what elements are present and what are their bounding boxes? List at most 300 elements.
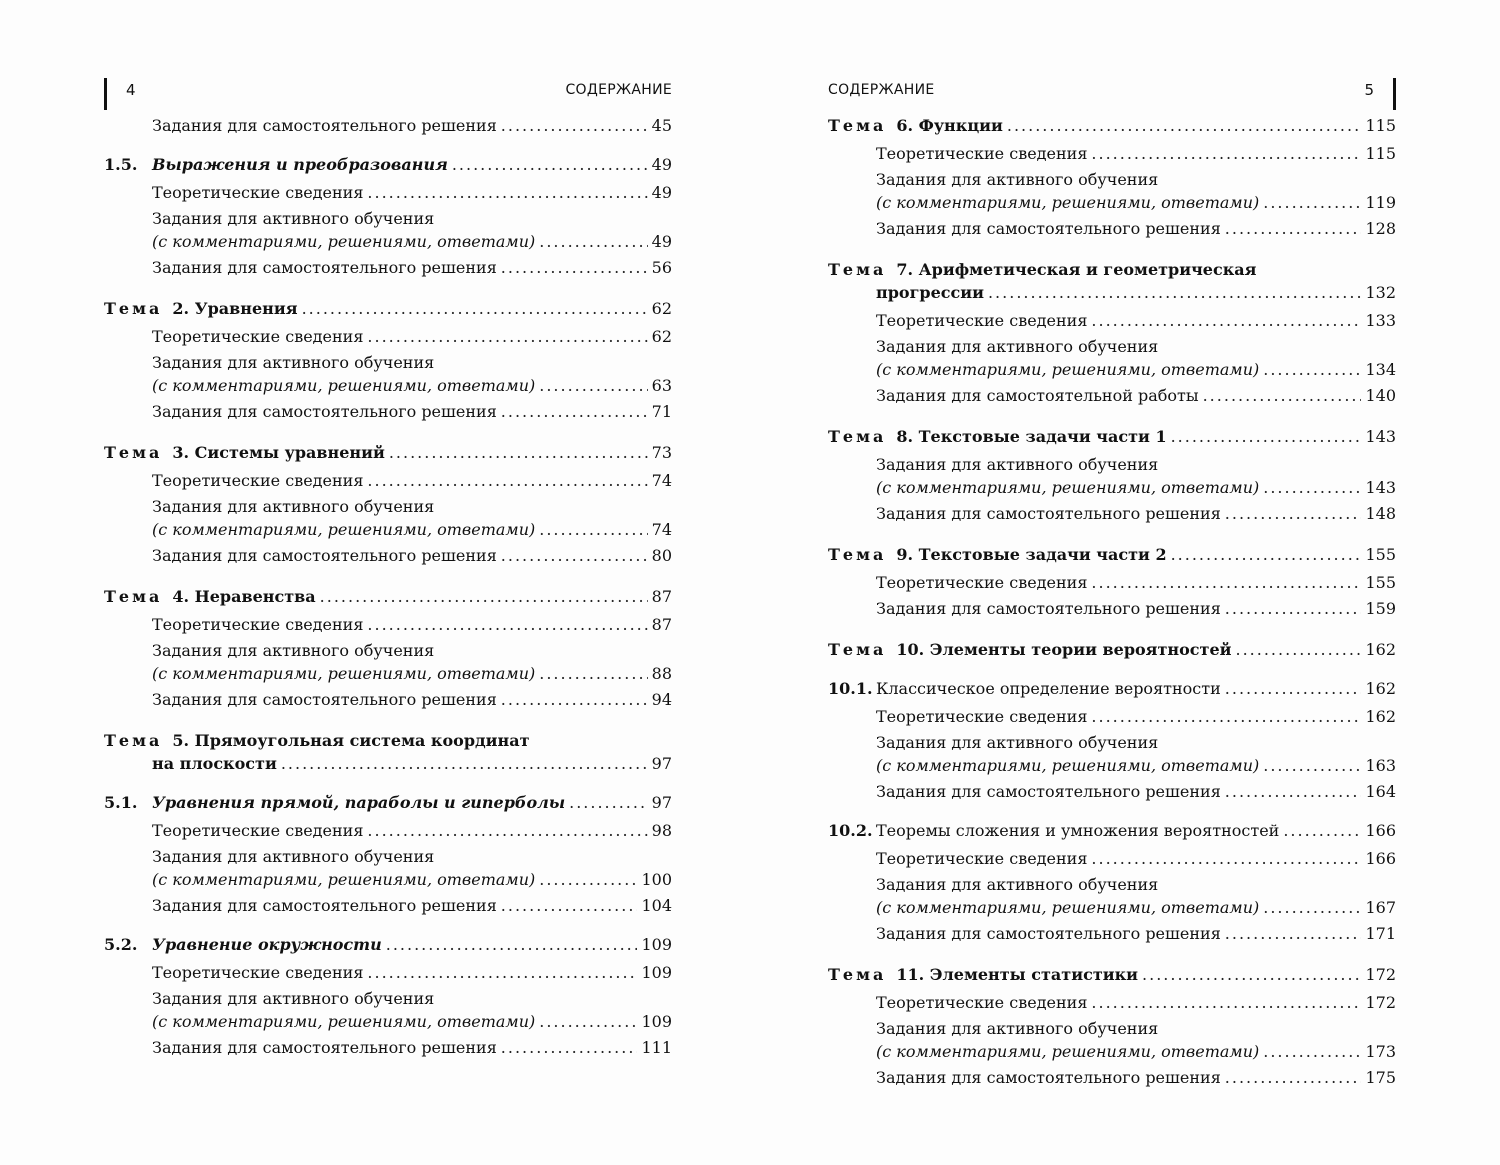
toc-topic xyxy=(828,638,1396,661)
topic-label: Тема xyxy=(104,587,163,606)
section-title: Выражения и преобразования xyxy=(152,155,448,174)
toc-topic-heading xyxy=(828,114,1003,137)
toc-entry-title: Теоретические сведения xyxy=(876,993,1088,1012)
toc-entry-line xyxy=(876,754,1396,777)
toc-page-number: 166 xyxy=(1365,821,1396,840)
toc-subentry xyxy=(104,400,672,423)
toc-entry-line xyxy=(152,469,672,492)
toc-entry-title-continued: (с комментариями, решениями, ответами) xyxy=(152,870,536,889)
toc-page-number: 119 xyxy=(1365,193,1396,212)
toc-topic xyxy=(828,425,1396,448)
toc-page-number: 164 xyxy=(1365,782,1396,801)
toc-entry-title: Теоретические сведения xyxy=(876,707,1088,726)
toc-entry-line xyxy=(828,638,1396,661)
dot-leader xyxy=(389,441,648,464)
toc-entry-title: Теоретические сведения xyxy=(152,327,364,346)
toc-entry-line xyxy=(828,963,1396,986)
toc-page-number: 63 xyxy=(651,376,672,395)
toc-subentry xyxy=(104,114,672,137)
dot-leader xyxy=(1236,638,1362,661)
dot-leader xyxy=(501,114,648,137)
toc-entry-line xyxy=(152,688,672,711)
toc-entry-line xyxy=(152,374,672,397)
topic-title: 2. Уравнения xyxy=(172,299,298,318)
toc-entry-line xyxy=(876,571,1396,594)
toc-page-number: 172 xyxy=(1365,965,1396,984)
toc-page-number: 162 xyxy=(1365,640,1396,659)
toc-page-number: 88 xyxy=(651,664,672,683)
toc-page-number: 98 xyxy=(651,821,672,840)
dot-leader xyxy=(501,1036,638,1059)
topic-title: 4. Неравенства xyxy=(172,587,316,606)
dot-leader xyxy=(367,181,647,204)
toc-entry-title: Задания для самостоятельного решения xyxy=(876,504,1221,523)
toc-entry-title-continued: (с комментариями, решениями, ответами) xyxy=(152,232,536,251)
toc-section-heading xyxy=(104,933,382,956)
toc-entry-title-continued: (с комментариями, решениями, ответами) xyxy=(152,520,536,539)
toc-page-number: 163 xyxy=(1365,756,1396,775)
running-head: СОДЕРЖАНИЕ xyxy=(828,82,935,98)
toc-entry-title: Задания для самостоятельного решения xyxy=(152,896,497,915)
dot-leader xyxy=(302,297,648,320)
toc-page-number: 133 xyxy=(1365,311,1396,330)
dot-leader xyxy=(539,1010,637,1033)
toc-entry-line xyxy=(876,476,1396,499)
toc-page-number: 49 xyxy=(651,232,672,251)
toc-page-number: 162 xyxy=(1365,707,1396,726)
dot-leader xyxy=(367,961,637,984)
toc-entry-title: Задания для самостоятельной работы xyxy=(876,386,1199,405)
dot-leader xyxy=(1225,597,1362,620)
toc-entry-title: Задания для активного обучения xyxy=(876,733,1159,752)
dot-leader xyxy=(1225,780,1362,803)
toc-entry-line xyxy=(876,922,1396,945)
toc-entry-line xyxy=(104,791,672,814)
toc-page-number: 159 xyxy=(1365,599,1396,618)
toc-subentry xyxy=(828,384,1396,407)
dot-leader xyxy=(452,153,648,176)
toc-entry-title: Задания для самостоятельного решения xyxy=(152,546,497,565)
dot-leader xyxy=(1263,1040,1361,1063)
dot-leader xyxy=(386,933,638,956)
page-header xyxy=(828,78,1396,110)
toc-subentry xyxy=(104,325,672,348)
toc-entry-line xyxy=(152,613,672,636)
section-title: Уравнение окружности xyxy=(152,935,382,954)
toc-subentry xyxy=(828,217,1396,240)
toc-entry-line xyxy=(104,933,672,956)
toc-entry-title: Задания для самостоятельного решения xyxy=(152,1038,497,1057)
toc-entry-line xyxy=(828,114,1396,137)
toc-entry-line xyxy=(876,1066,1396,1089)
dot-leader xyxy=(1091,847,1361,870)
dot-leader xyxy=(1091,571,1361,594)
dot-leader xyxy=(1091,991,1361,1014)
dot-leader xyxy=(539,374,647,397)
toc-subentry xyxy=(104,987,672,1033)
toc-topic-heading xyxy=(828,425,1167,448)
toc-entry-line xyxy=(828,281,1396,304)
dot-leader xyxy=(539,868,637,891)
toc-topic-heading xyxy=(828,638,1232,661)
toc-page-number: 80 xyxy=(651,546,672,565)
toc-topic-heading xyxy=(104,729,672,752)
dot-leader xyxy=(1263,358,1361,381)
toc-section-heading xyxy=(104,791,565,814)
toc-section-heading xyxy=(828,819,1279,842)
dot-leader xyxy=(1203,384,1362,407)
page-number: 5 xyxy=(1364,81,1374,99)
toc-entry-title-continued: (с комментариями, решениями, ответами) xyxy=(152,1012,536,1031)
toc-page-number: 100 xyxy=(641,870,672,889)
dot-leader xyxy=(367,819,647,842)
toc-entry-line xyxy=(876,217,1396,240)
toc-entry-line xyxy=(104,153,672,176)
toc-entry-title: Задания для активного обучения xyxy=(152,847,435,866)
toc-entry-title: Теоретические сведения xyxy=(152,183,364,202)
topic-title: 9. Текстовые задачи части 2 xyxy=(896,545,1167,564)
dot-leader xyxy=(1263,476,1361,499)
toc-entry-title: Задания для самостоятельного решения xyxy=(876,924,1221,943)
toc-page-number: 134 xyxy=(1365,360,1396,379)
toc-entry-title: Задания для самостоятельного решения xyxy=(152,690,497,709)
toc-topic-heading xyxy=(828,543,1167,566)
toc-page-number: 173 xyxy=(1365,1042,1396,1061)
toc-entry-title: Задания для активного обучения xyxy=(876,875,1159,894)
dot-leader xyxy=(1283,819,1361,842)
toc-page-number: 62 xyxy=(651,299,672,318)
toc-entry-line xyxy=(876,358,1396,381)
toc-subentry xyxy=(828,1066,1396,1089)
toc-section xyxy=(828,677,1396,700)
dot-leader xyxy=(1007,114,1362,137)
toc-page-number: 167 xyxy=(1365,898,1396,917)
section-title: Уравнения прямой, параболы и гиперболы xyxy=(152,793,566,812)
topic-label: Тема xyxy=(104,443,163,462)
toc-entry-line xyxy=(828,819,1396,842)
toc-topic xyxy=(828,543,1396,566)
toc-entry-line xyxy=(152,518,672,541)
toc-entry-title: Задания для активного обучения xyxy=(152,497,435,516)
toc-entry-title: Теоретические сведения xyxy=(876,849,1088,868)
toc-page-number: 97 xyxy=(651,754,672,773)
toc-page-number: 115 xyxy=(1365,144,1396,163)
topic-title-continued: прогрессии xyxy=(876,283,984,302)
toc-entry-line xyxy=(152,181,672,204)
dot-leader xyxy=(367,613,647,636)
toc-topic-heading xyxy=(104,297,298,320)
topic-label: Тема xyxy=(828,965,887,984)
toc-topic-heading xyxy=(104,441,385,464)
toc-entry-line xyxy=(152,1010,672,1033)
dot-leader xyxy=(1171,425,1362,448)
toc-subentry xyxy=(104,845,672,891)
toc-entry-line xyxy=(876,1040,1396,1063)
toc-entry-line xyxy=(876,502,1396,525)
toc-page-number: 128 xyxy=(1365,219,1396,238)
toc-entry-title: Задания для самостоятельного решения xyxy=(152,402,497,421)
toc-entry-title-continued: (с комментариями, решениями, ответами) xyxy=(876,193,1260,212)
toc-page-number: 87 xyxy=(651,587,672,606)
toc-page-number: 109 xyxy=(641,935,672,954)
topic-title: 6. Функции xyxy=(896,116,1003,135)
section-title: Теоремы сложения и умножения вероятностей xyxy=(876,821,1280,840)
toc-subentry xyxy=(828,335,1396,381)
toc-entry-line xyxy=(104,585,672,608)
toc-page-number: 140 xyxy=(1365,386,1396,405)
toc-subentry xyxy=(104,819,672,842)
toc-entry-line xyxy=(104,297,672,320)
toc-entry-title: Задания для активного обучения xyxy=(876,170,1159,189)
dot-leader xyxy=(1225,1066,1362,1089)
section-title: Классическое определение вероятности xyxy=(876,679,1221,698)
toc-topic xyxy=(104,585,672,608)
toc-page-number: 56 xyxy=(651,258,672,277)
toc-entry-title: Задания для самостоятельного решения xyxy=(876,599,1221,618)
toc-entry-line xyxy=(876,597,1396,620)
topic-title: 10. Элементы теории вероятностей xyxy=(896,640,1232,659)
dot-leader xyxy=(1142,963,1361,986)
toc-subentry xyxy=(104,1036,672,1059)
toc-entry-title-continued: (с комментариями, решениями, ответами) xyxy=(876,1042,1260,1061)
topic-title: 7. Арифметическая и геометрическая xyxy=(896,260,1257,279)
topic-label: Тема xyxy=(828,545,887,564)
dot-leader xyxy=(569,791,648,814)
toc-page-number: 166 xyxy=(1365,849,1396,868)
dot-leader xyxy=(501,688,648,711)
dot-leader xyxy=(1091,309,1361,332)
toc-page-number: 111 xyxy=(641,1038,672,1057)
toc-entry-line xyxy=(152,256,672,279)
toc-subentry xyxy=(104,544,672,567)
dot-leader xyxy=(539,230,647,253)
toc-subentry xyxy=(828,309,1396,332)
toc-entry-line xyxy=(876,780,1396,803)
right-page xyxy=(828,0,1396,1165)
toc-topic xyxy=(828,258,1396,304)
toc-entry-title-continued: (с комментариями, решениями, ответами) xyxy=(152,376,536,395)
toc-entry-line xyxy=(152,868,672,891)
topic-label: Тема xyxy=(828,640,887,659)
topic-title: 11. Элементы статистики xyxy=(896,965,1139,984)
toc-entry-title: Задания для активного обучения xyxy=(152,353,435,372)
toc-section xyxy=(104,933,672,956)
toc-entry-line xyxy=(876,705,1396,728)
toc-section xyxy=(104,153,672,176)
toc-entry-line xyxy=(876,896,1396,919)
header-rule xyxy=(1393,78,1396,110)
dot-leader xyxy=(1225,217,1362,240)
section-number: 10.1. xyxy=(828,679,873,698)
toc-entry-title-continued: (с комментариями, решениями, ответами) xyxy=(876,360,1260,379)
dot-leader xyxy=(367,469,647,492)
toc-entry-line xyxy=(152,400,672,423)
toc-entry-line xyxy=(828,677,1396,700)
toc-entry-line xyxy=(152,961,672,984)
section-number: 10.2. xyxy=(828,821,873,840)
header-rule xyxy=(104,78,107,110)
topic-title: 5. Прямоугольная система координат xyxy=(172,731,530,750)
toc-page-number: 143 xyxy=(1365,478,1396,497)
toc-page-number: 109 xyxy=(641,963,672,982)
topic-label: Тема xyxy=(104,299,163,318)
toc-topic xyxy=(104,297,672,320)
dot-leader xyxy=(1225,677,1362,700)
toc-page-number: 73 xyxy=(651,443,672,462)
toc-topic xyxy=(104,441,672,464)
topic-label: Тема xyxy=(828,260,887,279)
toc-page-number: 171 xyxy=(1365,924,1396,943)
toc-subentry xyxy=(828,502,1396,525)
toc-page-number: 148 xyxy=(1365,504,1396,523)
topic-label: Тема xyxy=(828,427,887,446)
toc-subentry xyxy=(828,453,1396,499)
toc-subentry xyxy=(104,688,672,711)
toc-subentry xyxy=(828,847,1396,870)
toc-entry-title: Задания для активного обучения xyxy=(876,455,1159,474)
toc-subentry xyxy=(104,207,672,253)
toc-topic xyxy=(828,963,1396,986)
toc-entry-title: Задания для активного обучения xyxy=(152,989,435,1008)
toc-entry-line xyxy=(876,847,1396,870)
dot-leader xyxy=(501,544,648,567)
toc-entry-title: Задания для активного обучения xyxy=(152,209,435,228)
toc-page-number: 49 xyxy=(651,183,672,202)
toc-entry-title: Задания для активного обучения xyxy=(876,337,1159,356)
section-number: 1.5. xyxy=(104,155,138,174)
toc-page-number: 162 xyxy=(1365,679,1396,698)
toc-subentry xyxy=(104,351,672,397)
dot-leader xyxy=(1263,191,1361,214)
toc-subentry xyxy=(828,991,1396,1014)
toc-page-number: 109 xyxy=(641,1012,672,1031)
toc-subentry xyxy=(828,142,1396,165)
dot-leader xyxy=(1091,705,1361,728)
topic-title: 3. Системы уравнений xyxy=(172,443,385,462)
toc-entry-title: Задания для самостоятельного решения xyxy=(152,258,497,277)
toc-page-number: 49 xyxy=(651,155,672,174)
toc-page-number: 172 xyxy=(1365,993,1396,1012)
page-header xyxy=(104,78,672,110)
toc-topic xyxy=(828,114,1396,137)
toc-entry-title: Теоретические сведения xyxy=(876,311,1088,330)
toc-page-number: 45 xyxy=(651,116,672,135)
topic-title-continued: на плоскости xyxy=(152,754,277,773)
toc-subentry xyxy=(828,731,1396,777)
toc-subentry xyxy=(828,922,1396,945)
toc-page-number: 71 xyxy=(651,402,672,421)
topic-label: Тема xyxy=(104,731,163,750)
toc-page-number: 143 xyxy=(1365,427,1396,446)
toc-subentry xyxy=(104,469,672,492)
page-number: 4 xyxy=(126,81,136,99)
toc-section xyxy=(104,791,672,814)
toc-topic-heading xyxy=(104,585,316,608)
toc-topic-heading xyxy=(828,258,1396,281)
toc-page-number: 132 xyxy=(1365,283,1396,302)
toc-entry-title: Теоретические сведения xyxy=(152,821,364,840)
table-of-contents xyxy=(828,114,1396,1089)
dot-leader xyxy=(367,325,647,348)
left-page xyxy=(104,0,672,1165)
toc-entry-title: Теоретические сведения xyxy=(152,615,364,634)
toc-topic-heading xyxy=(828,963,1138,986)
toc-page-number: 155 xyxy=(1365,573,1396,592)
topic-title: 8. Текстовые задачи части 1 xyxy=(896,427,1167,446)
toc-entry-title-continued: (с комментариями, решениями, ответами) xyxy=(876,756,1260,775)
toc-page-number: 115 xyxy=(1365,116,1396,135)
toc-entry-title-continued: (с комментариями, решениями, ответами) xyxy=(876,478,1260,497)
toc-entry-title: Задания для самостоятельного решения xyxy=(876,219,1221,238)
toc-entry-line xyxy=(876,191,1396,214)
toc-subentry xyxy=(104,181,672,204)
toc-entry-title: Теоретические сведения xyxy=(152,963,364,982)
toc-page-number: 97 xyxy=(651,793,672,812)
toc-topic xyxy=(104,729,672,775)
toc-entry-line xyxy=(152,894,672,917)
toc-entry-line xyxy=(152,819,672,842)
running-head: СОДЕРЖАНИЕ xyxy=(565,82,672,98)
toc-entry-line xyxy=(152,114,672,137)
dot-leader xyxy=(1263,754,1361,777)
toc-page-number: 175 xyxy=(1365,1068,1396,1087)
toc-entry-line xyxy=(876,384,1396,407)
toc-subentry xyxy=(104,495,672,541)
dot-leader xyxy=(501,400,648,423)
toc-entry-line xyxy=(828,425,1396,448)
dot-leader xyxy=(1225,922,1362,945)
dot-leader xyxy=(1263,896,1361,919)
toc-subentry xyxy=(828,780,1396,803)
toc-section-heading xyxy=(828,677,1221,700)
section-number: 5.2. xyxy=(104,935,138,954)
toc-subentry xyxy=(828,168,1396,214)
toc-subentry xyxy=(104,894,672,917)
toc-subentry xyxy=(828,571,1396,594)
dot-leader xyxy=(1171,543,1362,566)
toc-entry-line xyxy=(152,325,672,348)
dot-leader xyxy=(1225,502,1362,525)
toc-page-number: 74 xyxy=(651,520,672,539)
dot-leader xyxy=(988,281,1361,304)
toc-page-number: 62 xyxy=(651,327,672,346)
toc-subentry xyxy=(828,873,1396,919)
toc-subentry xyxy=(104,256,672,279)
toc-section-heading xyxy=(104,153,448,176)
dot-leader xyxy=(501,256,648,279)
dot-leader xyxy=(281,752,648,775)
topic-label: Тема xyxy=(828,116,887,135)
dot-leader xyxy=(539,518,647,541)
dot-leader xyxy=(539,662,647,685)
dot-leader xyxy=(1091,142,1361,165)
toc-page-number: 104 xyxy=(641,896,672,915)
toc-entry-title: Задания для активного обучения xyxy=(876,1019,1159,1038)
dot-leader xyxy=(501,894,638,917)
toc-page-number: 94 xyxy=(651,690,672,709)
toc-entry-line xyxy=(152,1036,672,1059)
toc-subentry xyxy=(104,961,672,984)
toc-subentry xyxy=(104,613,672,636)
toc-entry-title: Задания для самостоятельного решения xyxy=(876,1068,1221,1087)
section-number: 5.1. xyxy=(104,793,138,812)
toc-page-number: 74 xyxy=(651,471,672,490)
toc-entry-title: Теоретические сведения xyxy=(876,144,1088,163)
toc-page-number: 155 xyxy=(1365,545,1396,564)
toc-entry-line xyxy=(152,662,672,685)
toc-entry-title-continued: (с комментариями, решениями, ответами) xyxy=(876,898,1260,917)
toc-subentry xyxy=(828,597,1396,620)
